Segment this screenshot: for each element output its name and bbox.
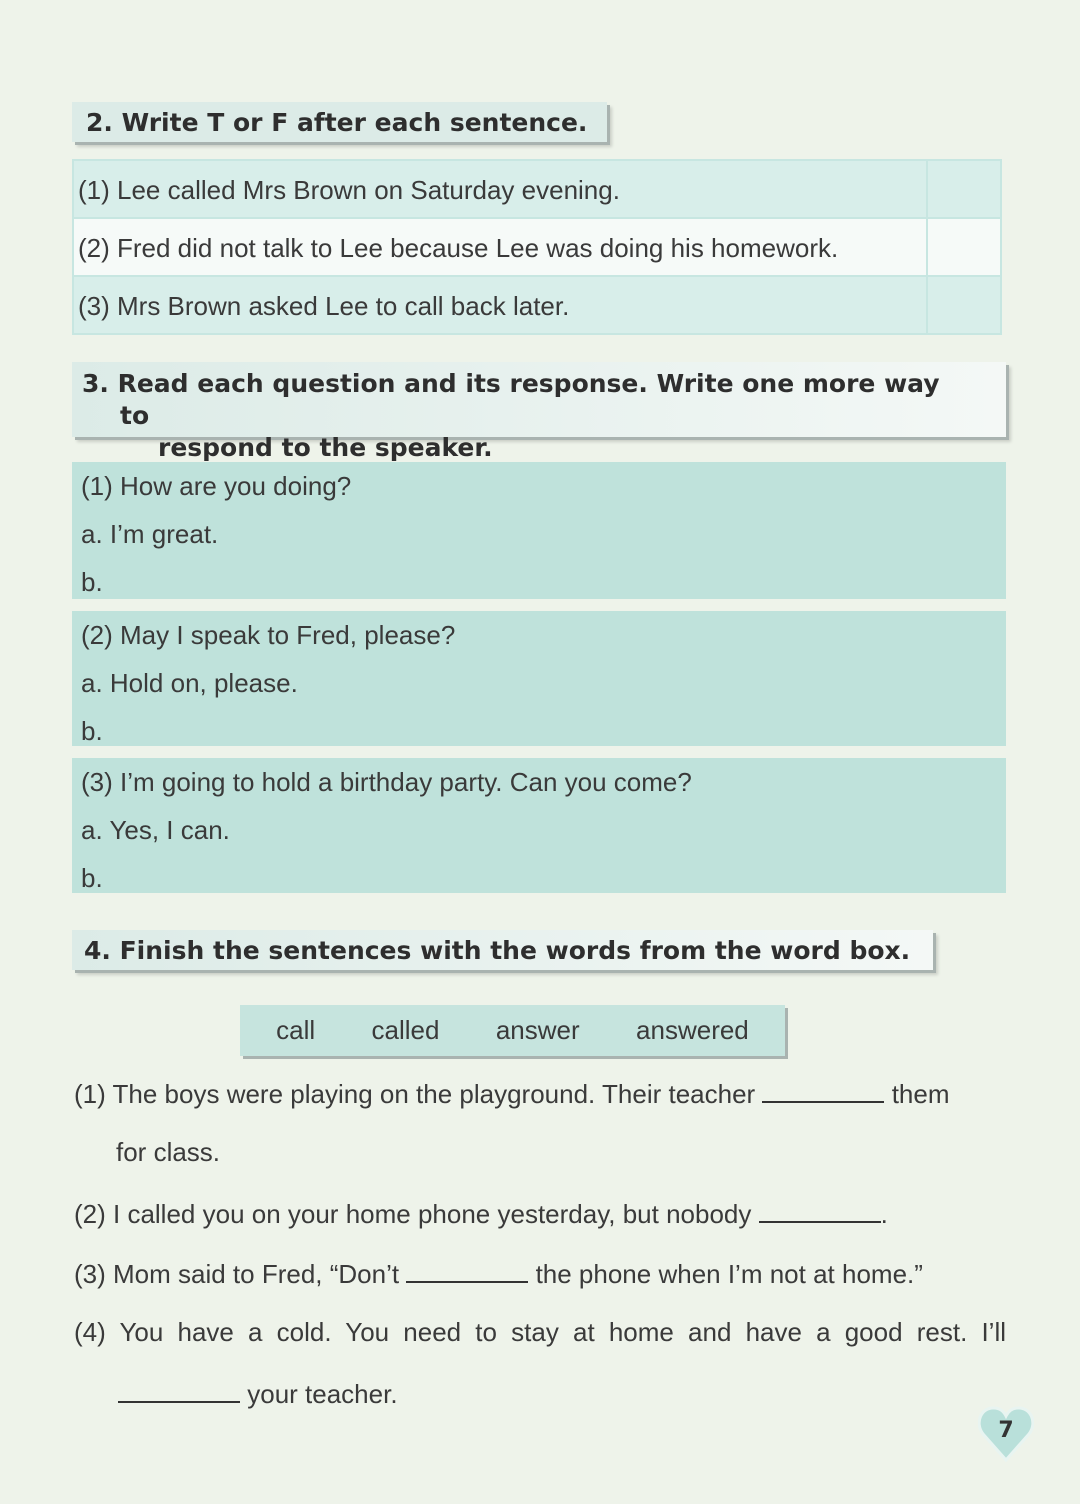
sentence-4-end: your teacher. bbox=[247, 1379, 398, 1409]
tf-row-2 bbox=[74, 217, 1000, 277]
sentence-2 bbox=[74, 1197, 888, 1230]
page-number: 7 bbox=[998, 1418, 1014, 1443]
tf-sentence-3: (3) Mrs Brown asked Lee to call back later. bbox=[78, 291, 570, 321]
response-b[interactable]: b. bbox=[81, 716, 103, 746]
word-called: called bbox=[371, 1015, 440, 1045]
word-call: call bbox=[276, 1015, 316, 1045]
response-b[interactable]: b. bbox=[81, 863, 103, 893]
question-text: (3) I’m going to hold a birthday party. Can you come? bbox=[81, 767, 692, 797]
sentence-2-text: (2) I called you on your home phone yesterday, but nobody bbox=[74, 1199, 752, 1229]
tf-row-3 bbox=[74, 277, 1000, 333]
section-2-heading: 2. Write T or F after each sentence. bbox=[72, 102, 607, 142]
response-a: a. Hold on, please. bbox=[81, 668, 298, 698]
question-text: (1) How are you doing? bbox=[81, 471, 352, 501]
tf-answer-cell-2[interactable] bbox=[926, 219, 1000, 275]
blank-1[interactable] bbox=[762, 1077, 884, 1103]
sentence-3-text: (3) Mom said to Fred, “Don’t bbox=[74, 1259, 400, 1289]
tf-answer-cell-1[interactable] bbox=[926, 161, 1000, 217]
question-box-2 bbox=[72, 611, 1006, 746]
tf-row-1 bbox=[74, 161, 1000, 217]
tf-sentence-1: (1) Lee called Mrs Brown on Saturday evening. bbox=[78, 175, 620, 205]
blank-3[interactable] bbox=[406, 1257, 528, 1283]
sentence-4-line-1: (4) You have a cold. You need to stay at home and have a good rest. I’ll bbox=[74, 1317, 1006, 1347]
sentence-3 bbox=[74, 1257, 923, 1290]
section-3-heading-line-2: respond to the speaker. bbox=[158, 433, 493, 462]
word-answer: answer bbox=[495, 1015, 580, 1045]
question-text: (2) May I speak to Fred, please? bbox=[81, 620, 456, 650]
sentence-4-line-2 bbox=[118, 1377, 398, 1410]
true-false-table bbox=[72, 159, 1002, 335]
tf-answer-cell-3[interactable] bbox=[926, 277, 1000, 333]
sentence-1-text: (1) The boys were playing on the playground. Their teacher bbox=[74, 1079, 756, 1109]
word-box bbox=[240, 1005, 785, 1056]
section-4-heading: 4. Finish the sentences with the words from the word box. bbox=[72, 930, 933, 970]
blank-4[interactable] bbox=[118, 1377, 240, 1403]
response-a: a. Yes, I can. bbox=[81, 815, 230, 845]
question-box-3 bbox=[72, 758, 1006, 893]
word-answered: answered bbox=[636, 1015, 749, 1045]
section-3-heading-line-1: 3. Read each question and its response. Write one more way to bbox=[82, 369, 940, 430]
sentence-1-end: them bbox=[891, 1079, 950, 1109]
question-box-1 bbox=[72, 462, 1006, 599]
tf-sentence-2: (2) Fred did not talk to Lee because Lee was doing his homework. bbox=[78, 233, 839, 263]
sentence-1-line-1 bbox=[74, 1077, 950, 1110]
blank-2[interactable] bbox=[759, 1197, 881, 1223]
response-a: a. I’m great. bbox=[81, 519, 219, 549]
sentence-2-end: . bbox=[880, 1199, 888, 1229]
sentence-3-end: the phone when I’m not at home.” bbox=[535, 1259, 923, 1289]
sentence-1-line-2: for class. bbox=[116, 1137, 221, 1167]
section-3-heading bbox=[72, 362, 1006, 462]
response-b[interactable]: b. bbox=[81, 567, 103, 597]
